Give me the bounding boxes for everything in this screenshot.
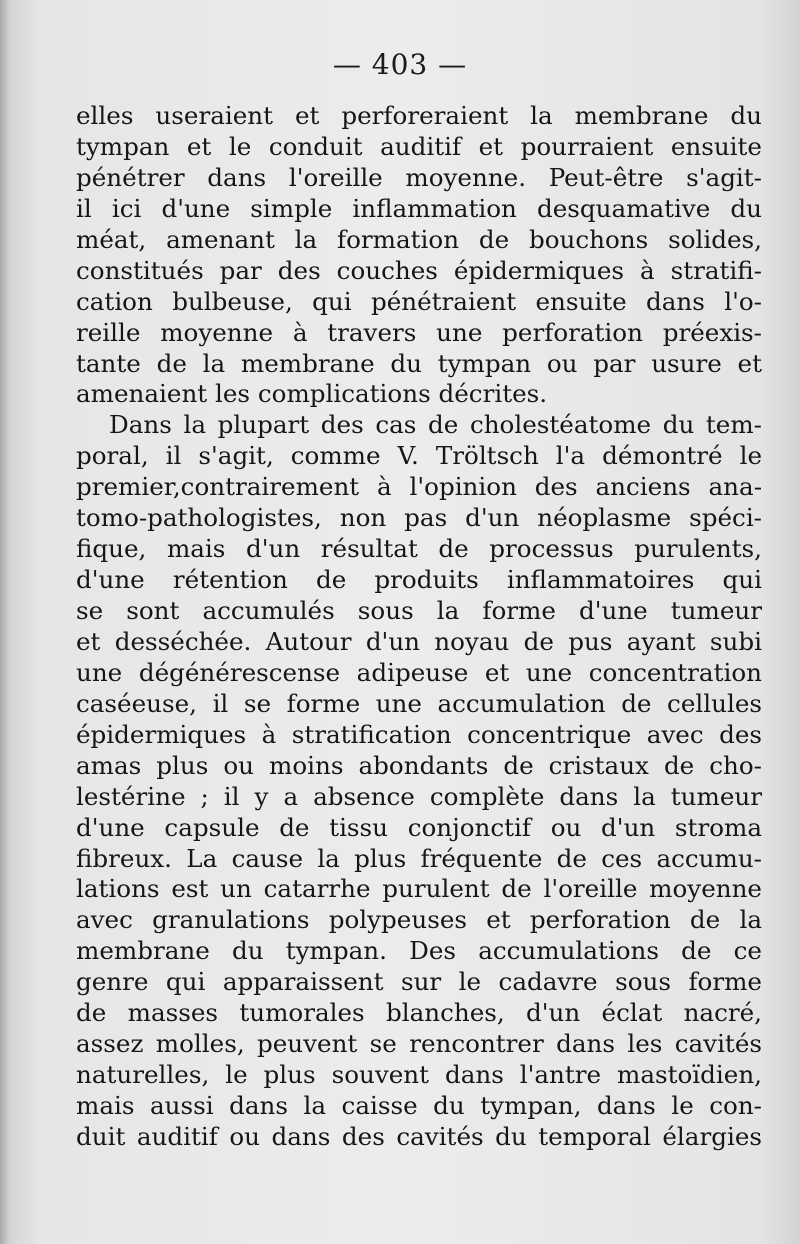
text-line: reille moyenne à travers une perforation préexis-	[76, 317, 762, 347]
text-line: tomo-pathologistes, non pas d'un néoplasme spéci-	[76, 503, 762, 533]
text-line: premier,contrairement à l'opinion des anciens ana-	[76, 472, 762, 502]
text-line: une dégénérescense adipeuse et une concentration	[76, 657, 762, 687]
text-line: et desséchée. Autour d'un noyau de pus ayant subi	[76, 626, 762, 656]
body-text	[76, 101, 762, 1153]
text-line: mais aussi dans la caisse du tympan, dans le con-	[76, 1091, 762, 1120]
text-line: d'une rétention de produits inflammatoires qui	[76, 565, 762, 595]
text-line: cation bulbeuse, qui pénétraient ensuite dans l'o-	[76, 286, 762, 316]
text-line: pénétrer dans l'oreille moyenne. Peut-être s'agit-	[76, 162, 762, 192]
text-line: lations est un catarrhe purulent de l'oreille moyenne	[76, 874, 762, 904]
text-line: se sont accumulés sous la forme d'une tumeur	[76, 596, 762, 625]
text-line: tante de la membrane du tympan ou par usure et	[76, 348, 762, 378]
text-line: elles useraient et perforeraient la membrane du	[76, 101, 762, 130]
text-line: de masses tumorales blanches, d'un éclat nacré,	[76, 998, 762, 1028]
text-line: naturelles, le plus souvent dans l'antre mastoïdien,	[76, 1060, 762, 1090]
text-line: tympan et le conduit auditif et pourraient ensuite	[76, 131, 762, 161]
text-line: assez molles, peuvent se rencontrer dans les cavités	[76, 1029, 762, 1059]
paragraph-start-line: Dans la plupart des cas de cholestéatome du tem-	[109, 410, 762, 440]
text-line: d'une capsule de tissu conjonctif ou d'un stroma	[76, 812, 762, 842]
text-line: constitués par des couches épidermiques à stratifi-	[76, 255, 762, 285]
text-line: genre qui apparaissent sur le cadavre sous forme	[76, 967, 762, 997]
text-line: fique, mais d'un résultat de processus purulents,	[76, 534, 762, 564]
page-number: — 403 —	[332, 48, 468, 81]
text-line: amenaient les complications décrites.	[76, 379, 548, 409]
text-line: avec granulations polypeuses et perforation de la	[76, 905, 762, 935]
text-line: méat, amenant la formation de bouchons solides,	[76, 224, 762, 254]
text-line: amas plus ou moins abondants de cristaux de cho-	[76, 750, 762, 780]
text-line: lestérine ; il y a absence complète dans la tumeur	[76, 781, 762, 811]
text-line: caséeuse, il se forme une accumulation de cellules	[76, 688, 762, 718]
text-line: fibreux. La cause la plus fréquente de ces accumu-	[76, 843, 762, 873]
text-line: duit auditif ou dans des cavités du temporal élargies	[76, 1121, 762, 1151]
text-line: épidermiques à stratification concentrique avec des	[76, 719, 762, 749]
text-line: il ici d'une simple inflammation desquamative du	[76, 193, 762, 223]
text-line: poral, il s'agit, comme V. Tröltsch l'a démontré le	[76, 441, 762, 471]
text-line: membrane du tympan. Des accumulations de ce	[76, 936, 762, 966]
